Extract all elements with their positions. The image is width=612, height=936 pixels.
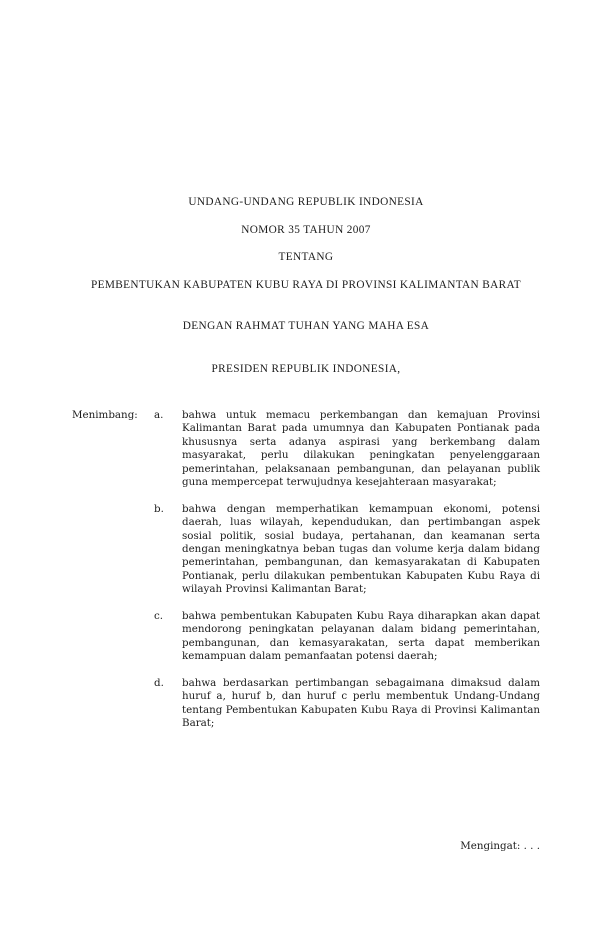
heading-about-label: TENTANG bbox=[278, 251, 334, 263]
clause-letter-d: d. bbox=[154, 677, 164, 690]
heading-spacer bbox=[72, 209, 540, 224]
clause-letter-b: b. bbox=[154, 502, 164, 515]
clause-letter-c: c. bbox=[154, 610, 164, 623]
heading-spacer bbox=[72, 333, 540, 363]
page-continuation-marker: Mengingat: . . . bbox=[460, 840, 540, 852]
heading-spacer bbox=[72, 264, 540, 279]
heading-blessing: DENGAN RAHMAT TUHAN YANG MAHA ESA bbox=[182, 319, 430, 332]
considering-section bbox=[72, 409, 540, 731]
considering-clause-c bbox=[72, 610, 540, 664]
clause-text-c: bahwa pembentukan Kabupaten Kubu Raya diharapkan akan dapat mendorong peningkatan pelayanan dalam bidang pemerintahan, pembangunan, dan kemasyarakatan, serta dapat memberikan kemampuan dalam pemanfaatan potensi daerah; bbox=[182, 610, 540, 663]
clause-text-d: bahwa berdasarkan pertimbangan sebagaimana dimaksud dalam huruf a, huruf b, dan huruf c perlu membentuk Undang-Undang tentang Pembentukan Kabupaten Kubu Raya di Provinsi Kalimantan Barat; bbox=[182, 677, 540, 730]
heading-issuer: PRESIDEN REPUBLIK INDONESIA, bbox=[211, 362, 401, 375]
heading-law-number: NOMOR 35 TAHUN 2007 bbox=[241, 223, 371, 236]
clause-text-b: bahwa dengan memperhatikan kemampuan ekonomi, potensi daerah, luas wilayah, kependudukan, dan pertimbangan aspek sosial politik, sosial budaya, pertahanan, dan keamanan serta dengan meningkatnya beban tugas dan volume kerja dalam bidang pemerintahan, pembangunan, dan kemasyarakatan di Kabupaten Pontianak, perlu dilakukan pembentukan Kabupaten Kubu Raya di wilayah Provinsi Kalimantan Barat; bbox=[182, 502, 540, 596]
clause-text-a: bahwa untuk memacu perkembangan dan kemajuan Provinsi Kalimantan Barat pada umumnya dan Kabupaten Pontianak pada khususnya serta adanya aspirasi yang berkembang dalam masyarakat, perlu dilakukan peningkatan penyelenggaraan pemerintahan, pelaksanaan pembangunan, dan pelayanan publik guna mempercepat terwujudnya kesejahteraan masyarakat; bbox=[182, 409, 540, 489]
considering-clause-a bbox=[72, 409, 540, 489]
heading-law-type: UNDANG-UNDANG REPUBLIK INDONESIA bbox=[188, 196, 424, 208]
clause-letter-a: a. bbox=[154, 409, 164, 421]
heading-spacer bbox=[72, 292, 540, 320]
heading-spacer bbox=[72, 237, 540, 252]
considering-clause-b bbox=[72, 503, 540, 597]
considering-clause-d bbox=[72, 677, 540, 731]
document-heading-block bbox=[72, 196, 540, 376]
heading-law-subject: PEMBENTUKAN KABUPATEN KUBU RAYA DI PROVINSI KALIMANTAN BARAT bbox=[90, 278, 522, 291]
considering-label: Menimbang: bbox=[72, 409, 138, 421]
